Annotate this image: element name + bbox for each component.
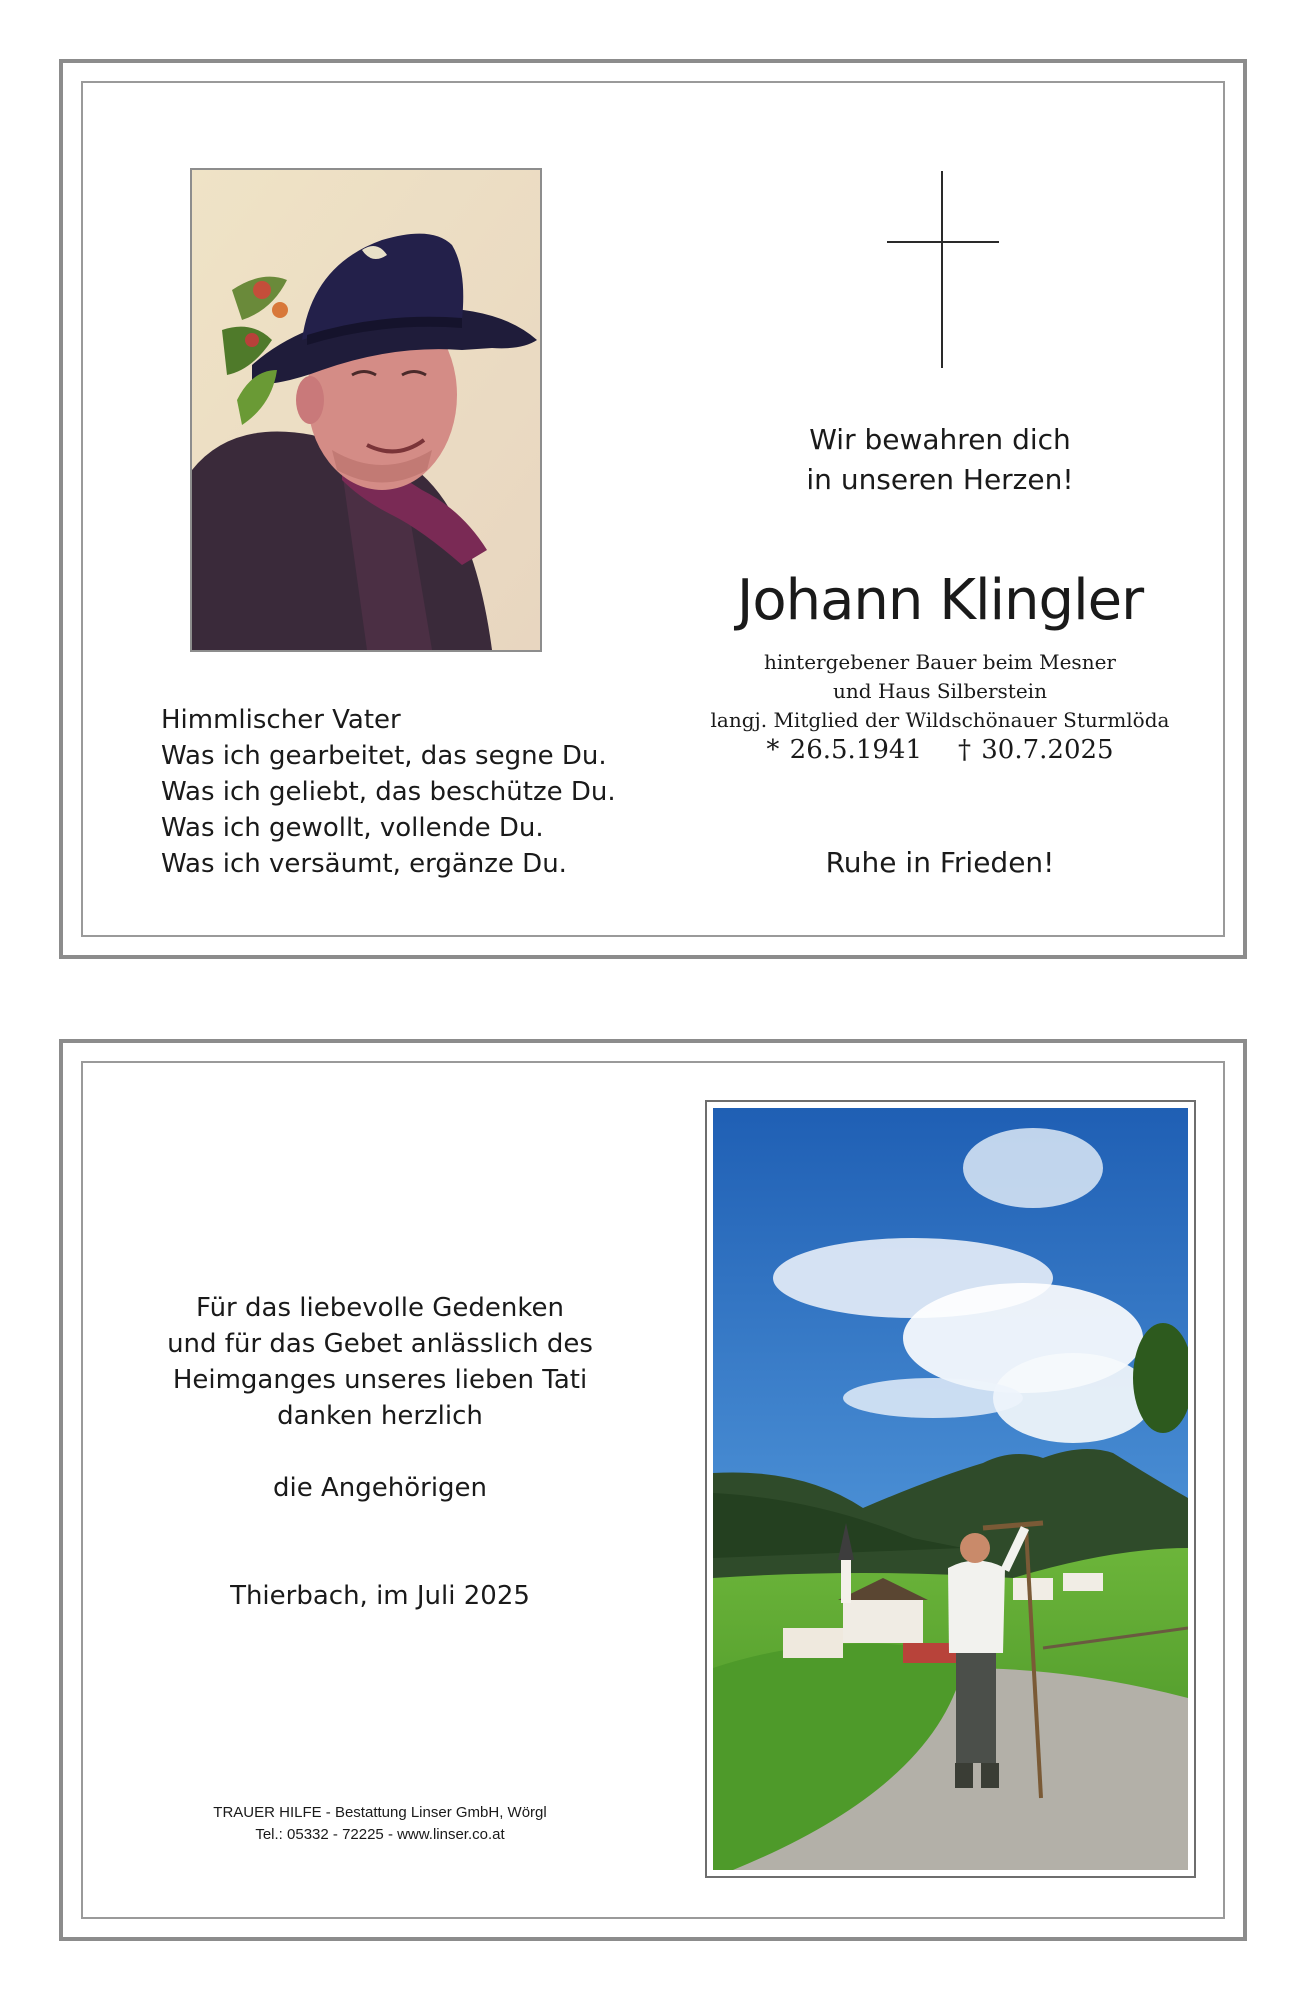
thanks-line: und für das Gebet anlässlich des xyxy=(167,1329,593,1359)
info-line: langj. Mitglied der Wildschönauer Sturmlöda xyxy=(710,708,1170,732)
prayer-line: Was ich gewollt, vollende Du. xyxy=(161,813,544,843)
landscape-photo xyxy=(713,1108,1188,1870)
prayer-line: Was ich geliebt, das beschütze Du. xyxy=(161,777,616,807)
portrait-illustration xyxy=(192,170,540,650)
thanks-line: Für das liebevolle Gedenken xyxy=(196,1293,564,1323)
imprint-line: Tel.: 05332 - 72225 - www.linser.co.at xyxy=(255,1826,505,1843)
funeral-home-imprint xyxy=(140,1802,620,1846)
death-date: † 30.7.2025 xyxy=(958,735,1114,765)
info-line: hintergebener Bauer beim Mesner xyxy=(764,650,1116,674)
relatives: die Angehörigen xyxy=(272,1473,488,1503)
thanks-line: danken herzlich xyxy=(277,1401,483,1431)
imprint-line: TRAUER HILFE - Bestattung Linser GmbH, Wörgl xyxy=(213,1804,547,1821)
motto-line: Wir bewahren dich xyxy=(809,423,1071,456)
landscape-illustration xyxy=(713,1108,1188,1870)
thanks-text xyxy=(140,1290,620,1434)
portrait-photo xyxy=(190,168,542,652)
info-line: und Haus Silberstein xyxy=(833,679,1047,703)
prayer-line: Was ich versäumt, ergänze Du. xyxy=(161,849,567,879)
prayer xyxy=(161,702,641,882)
prayer-line: Was ich gearbeitet, das segne Du. xyxy=(161,741,607,771)
life-dates xyxy=(680,733,1200,767)
motto-line: in unseren Herzen! xyxy=(806,463,1074,496)
cross-horizontal-bar xyxy=(887,241,999,243)
deceased-info xyxy=(680,648,1200,735)
prayer-line: Himmlischer Vater xyxy=(161,705,401,735)
deceased-name: Johann Klingler xyxy=(736,568,1144,633)
motto xyxy=(740,420,1140,500)
place-and-date: Thierbach, im Juli 2025 xyxy=(230,1581,530,1611)
closing-words: Ruhe in Frieden! xyxy=(825,846,1055,879)
birth-date: * 26.5.1941 xyxy=(766,735,922,765)
thanks-line: Heimganges unseres lieben Tati xyxy=(172,1365,588,1395)
cross-vertical-bar xyxy=(941,171,943,368)
